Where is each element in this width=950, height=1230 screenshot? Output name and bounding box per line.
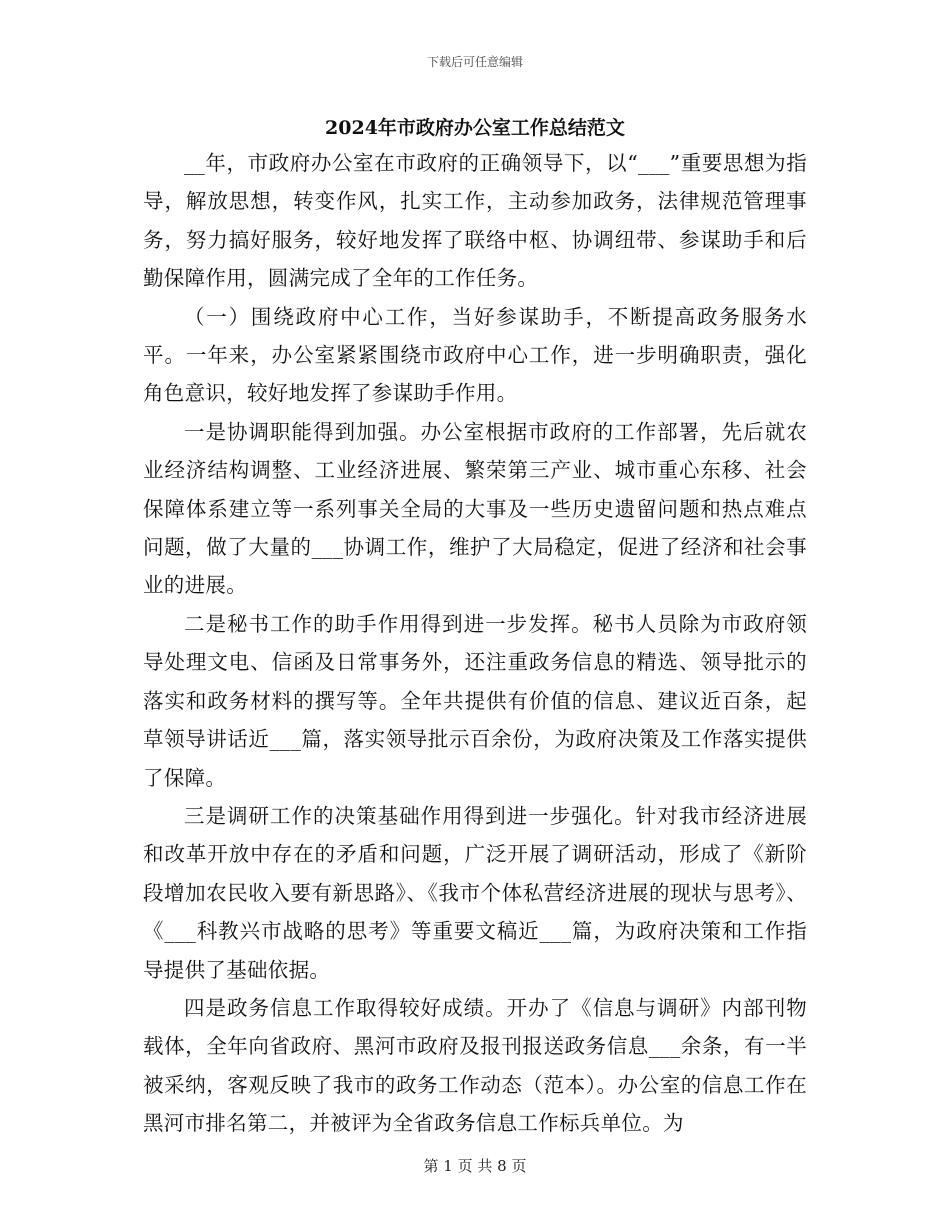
body-paragraph: __年，市政府办公室在市政府的正确领导下，以“___”重要思想为指导，解放思想，转变作风，扎实工作，主动参加政务，法律规范管理事务，努力搞好服务，较好地发挥了联络中枢、协调纽带、参谋助手和后勤保障作用，圆满完成了全年的工作任务。 <box>143 151 807 291</box>
body-paragraph: 四是政务信息工作取得较好成绩。开办了《信息与调研》内部刊物载体，全年向省政府、黑河市政府及报刊报送政务信息___余条，有一半被采纳，客观反映了我市的政务工作动态（范本）。办公室的信息工作在黑河市排名第二，并被评为全省政务信息工作标兵单位。为 <box>143 995 807 1136</box>
body-paragraph: （一）围绕政府中心工作，当好参谋助手，不断提高政务服务水平。一年来，办公室紧紧围绕市政府中心工作，进一步明确职责，强化角色意识，较好地发挥了参谋助手作用。 <box>143 304 807 406</box>
document-body <box>143 144 807 1143</box>
body-paragraph: 二是秘书工作的助手作用得到进一步发挥。秘书人员除为市政府领导处理文电、信函及日常事务外，还注重政务信息的精选、领导批示的落实和政务材料的撰写等。全年共提供有价值的信息、建议近百条，起草领导讲话近___篇，落实领导批示百余份，为政府决策及工作落实提供了保障。 <box>143 611 807 790</box>
body-paragraph: 一是协调职能得到加强。办公室根据市政府的工作部署，先后就农业经济结构调整、工业经济进展、繁荣第三产业、城市重心东移、社会保障体系建立等一系列事关全局的大事及一些历史遗留问题和热点难点问题，做了大量的___协调工作，维护了大局稳定，促进了经济和社会事业的进展。 <box>143 419 807 598</box>
document-title: 2024年市政府办公室工作总结范文 <box>325 117 625 139</box>
page-number-footer: 第 1 页 共 8 页 <box>423 1157 527 1175</box>
header-note: 下载后可任意编辑 <box>426 55 523 69</box>
body-paragraph: 三是调研工作的决策基础作用得到进一步强化。针对我市经济进展和改革开放中存在的矛盾和问题，广泛开展了调研活动，形成了《新阶段增加农民收入要有新思路》、《我市个体私营经济进展的现状与思考》、《___科教兴市战略的思考》等重要文稿近___篇，为政府决策和工作指导提供了基础依据。 <box>143 803 807 982</box>
